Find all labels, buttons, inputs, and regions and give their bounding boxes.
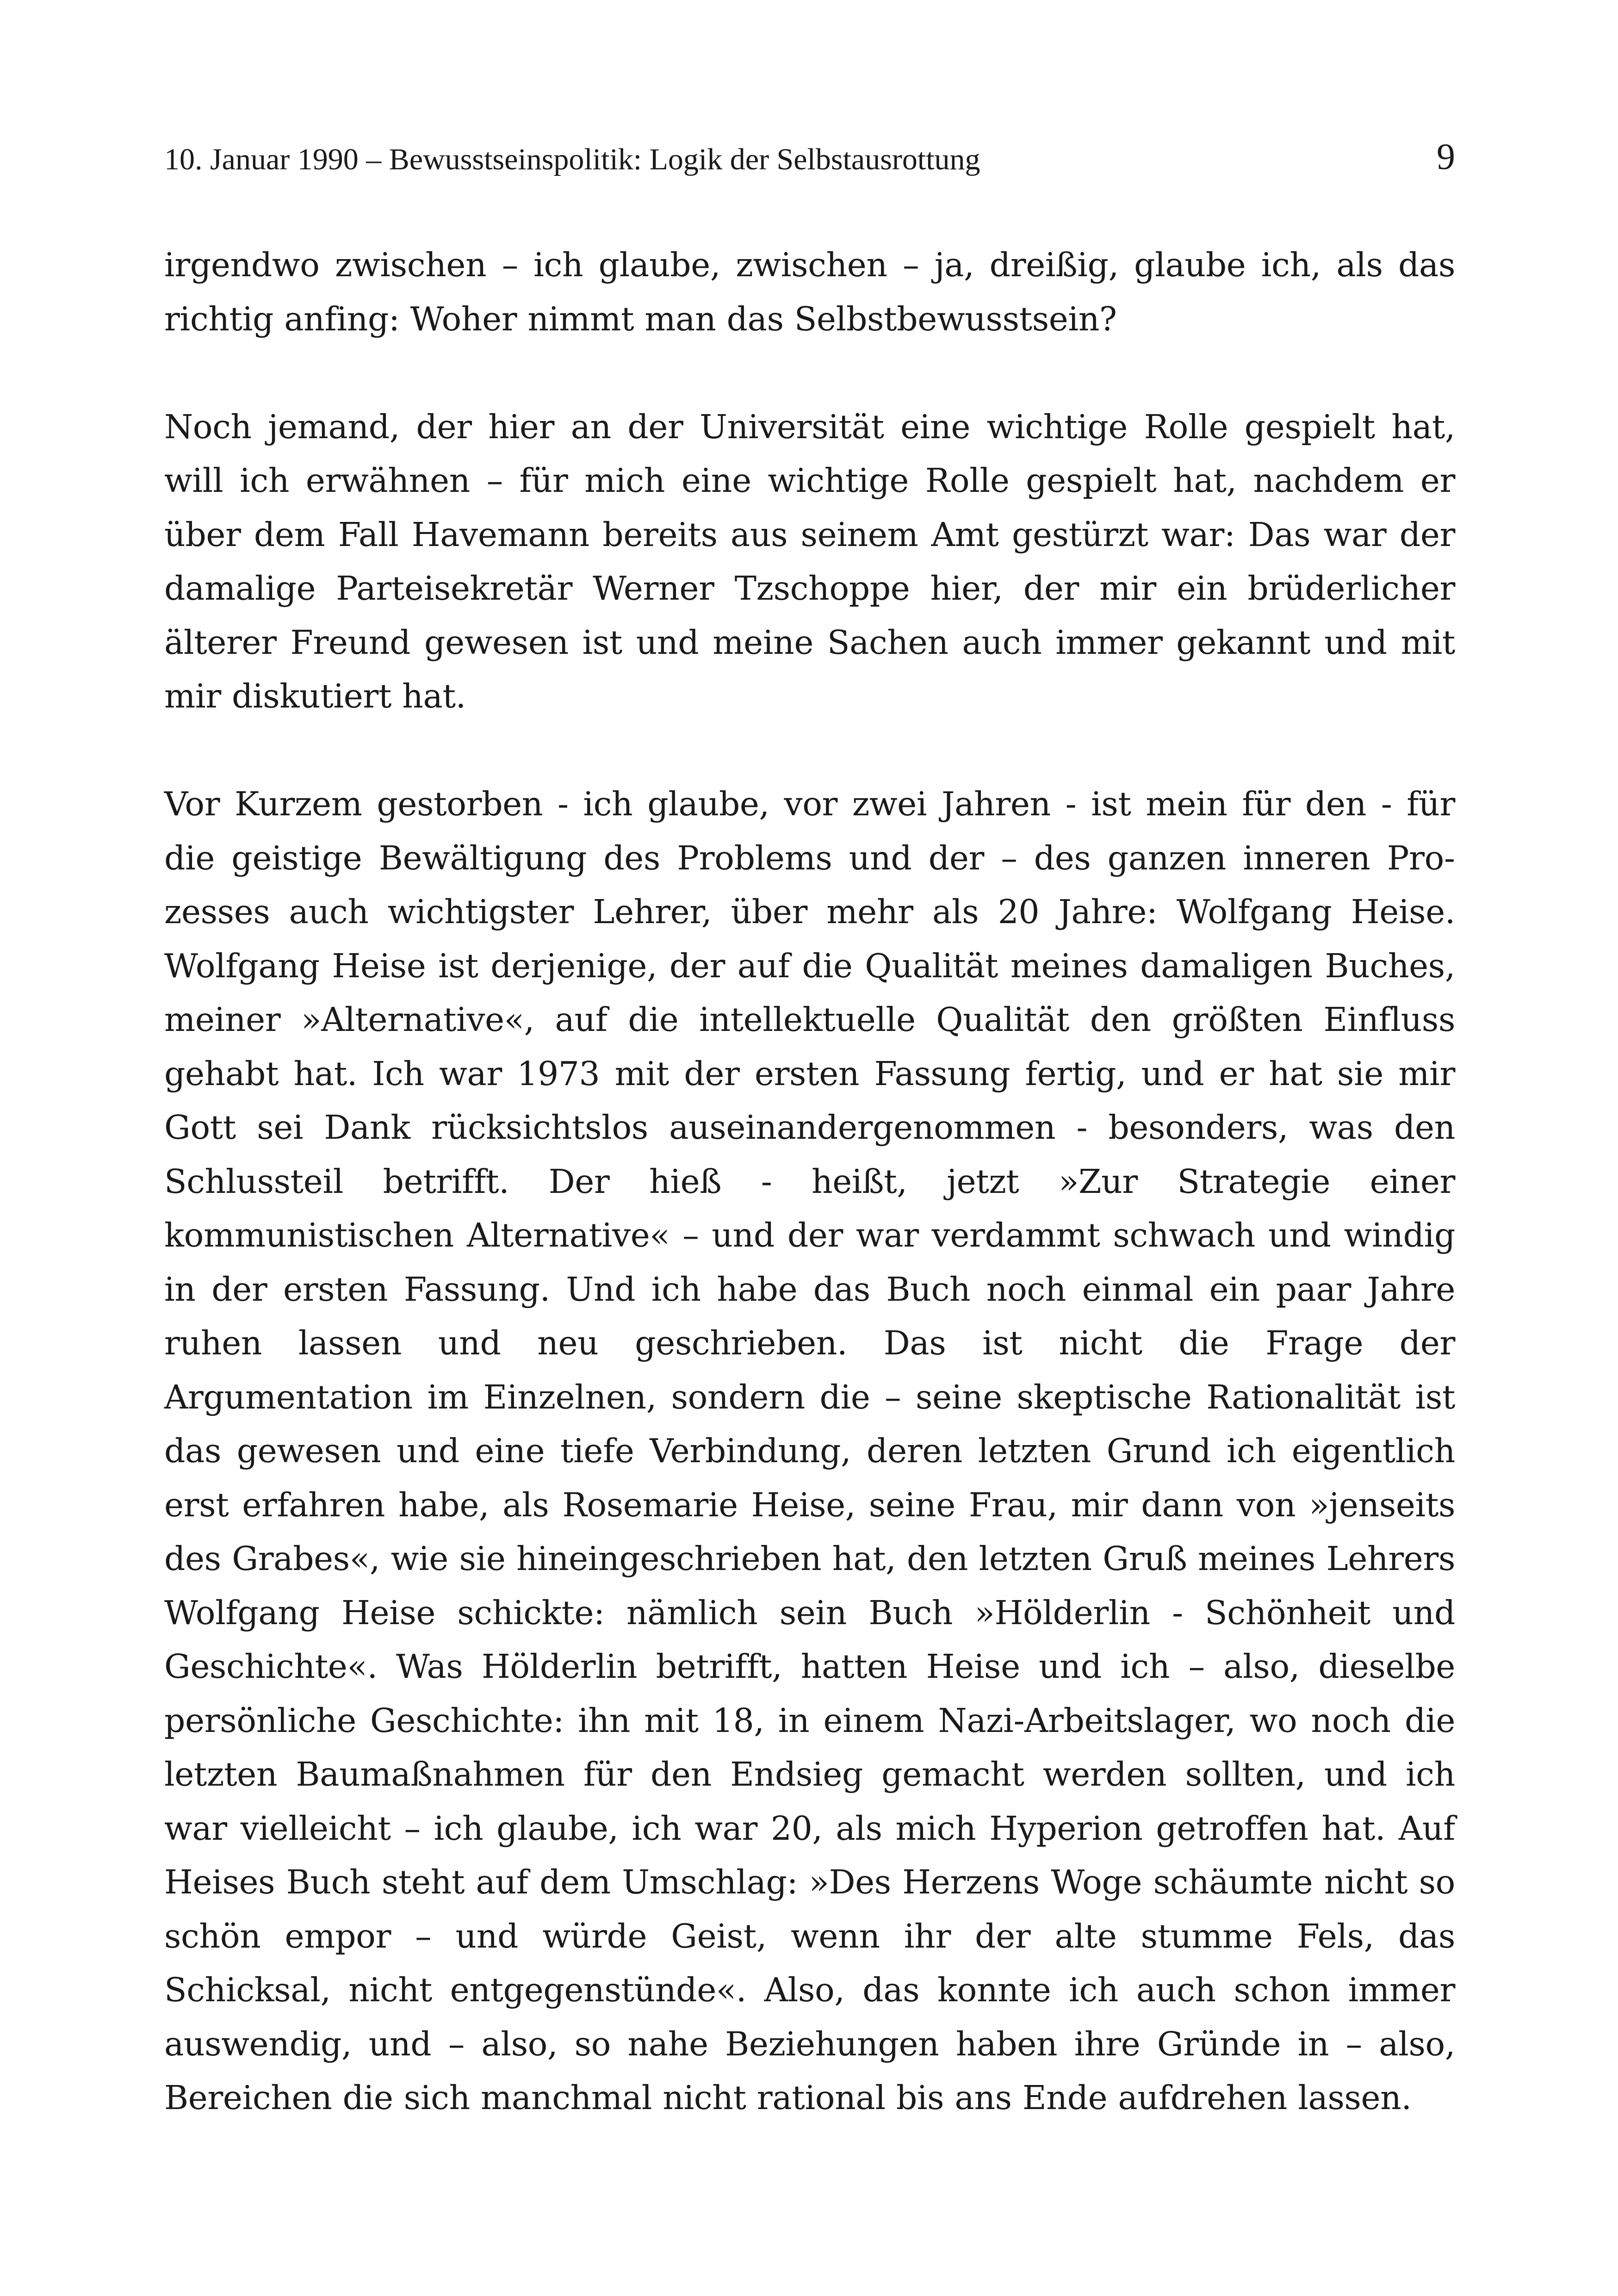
paragraph-1: irgendwo zwischen – ich glaube, zwischen – ja, dreißig, glaube ich, als das richtig anfing: Woher nimmt man das Selbstbewusstsein? bbox=[164, 246, 1455, 338]
paragraph-3: Vor Kurzem gestorben - ich glaube, vor zwei Jahren - ist mein für den - für die geistige Bewältigung des Problems und der – des ganzen inneren Prozesses auch wichtigster Lehrer, über mehr als 20 Jahre: Wolfgang Heise. Wolfgang Heise ist derjenige, der auf die Qualität meines damaligen Buches, meiner »Alternative«, auf die intellektuelle Qualität den größten Einfluss gehabt hat. Ich war 1973 mit der ersten Fassung fertig, und er hat sie mir Gott sei Dank rücksichtslos auseinandergenommen - besonders, was den Schlussteil betrifft. Der hieß - heißt, jetzt »Zur Strategie einer kommunistischen Alternative« – und der war verdammt schwach und windig in der ersten Fassung. Und ich habe das Buch noch einmal ein paar Jahre ruhen lassen und neu geschrieben. Das ist nicht die Frage der Argumentation im Einzelnen, sondern die – seine skeptische Rationalität ist das gewesen und eine tiefe Verbindung, deren letzten Grund ich eigentlich erst erfahren habe, als Rosemarie Heise, seine Frau, mir dann von »jenseits des Grabes«, wie sie hineingeschrieben hat, den letzten Gruß meines Lehrers Wolfgang Heise schickte: nämlich sein Buch »Hölderlin - Schönheit und Geschichte«. Was Hölderlin betrifft, hatten Heise und ich – also, dieselbe persönliche Geschichte: ihn mit 18, in einem Nazi-Arbeitslager, wo noch die letzten Baumaßnahmen für den Endsieg gemacht werden sollten, und ich war vielleicht – ich glaube, ich war 20, als mich Hyperion getroffen hat. Auf Heises Buch steht auf dem Umschlag: »Des Herzens Woge schäumte nicht so schön empor – und würde Geist, wenn ihr der alte stumme Fels, das Schicksal, nicht entgegenstünde«. Also, das konnte ich auch schon immer auswendig, und – also, so nahe Beziehungen haben ihre Gründe in – also, Bereichen die sich manchmal nicht rational bis ans Ende aufdrehen lassen. bbox=[164, 785, 1455, 2117]
body-text bbox=[164, 238, 1455, 2125]
page-number: 9 bbox=[1437, 137, 1455, 177]
paragraph-2: Noch jemand, der hier an der Universität eine wichtige Rolle gespielt hat, will ich erwähnen – für mich eine wichtige Rolle gespielt hat, nachdem er über dem Fall Havemann bereits aus seinem Amt gestürzt war: Das war der damalige Parteisekretär Werner Tzschoppe hier, der mir ein brüderlicher älterer Freund gewesen ist und meine Sachen auch immer gekannt und mit mir diskutiert hat. bbox=[164, 407, 1455, 715]
running-header bbox=[164, 134, 1455, 185]
header-title: 10. Januar 1990 – Bewusstseinspolitik: Logik der Selbstausrottung bbox=[164, 143, 980, 176]
